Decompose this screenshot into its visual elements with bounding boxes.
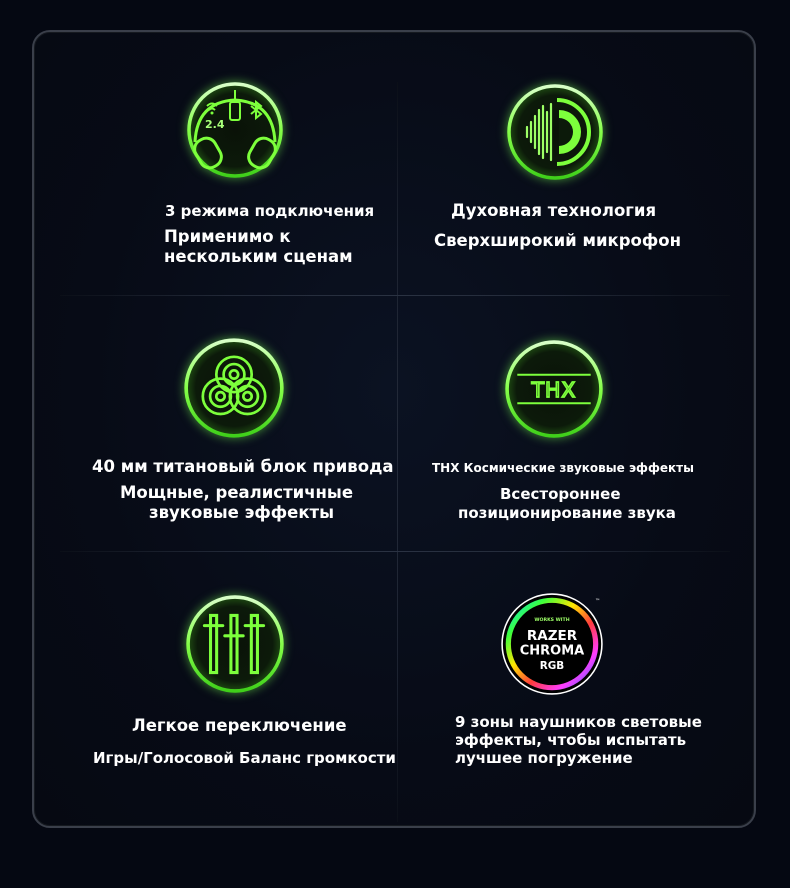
- razer-chroma-logo-icon: [500, 592, 604, 696]
- feature-description: нескольким сценам: [164, 247, 353, 266]
- horizontal-divider-1: [60, 295, 730, 296]
- svg-text:2.4: 2.4: [205, 118, 225, 131]
- svg-text:THX: THX: [531, 378, 577, 403]
- feature-description: позиционирование звука: [458, 504, 676, 522]
- feature-description: звуковые эффекты: [149, 503, 335, 522]
- horizontal-divider-2: [60, 551, 730, 552]
- feature-title: THX Космические звуковые эффекты: [432, 461, 694, 475]
- feature-description: Игры/Голосовой Баланс громкости: [93, 749, 396, 767]
- svg-text:CHROMA: CHROMA: [519, 643, 585, 659]
- headset-connection-icon: [185, 80, 285, 180]
- microphone-sound-wave-icon: [505, 82, 605, 182]
- feature-description: эффекты, чтобы испытать: [455, 731, 687, 749]
- driver-circles-icon: [182, 336, 286, 440]
- feature-title: 9 зоны наушников световые: [455, 713, 702, 731]
- feature-description: Всестороннее: [500, 485, 621, 503]
- feature-title: Духовная технология: [451, 201, 657, 220]
- feature-title: Легкое переключение: [132, 716, 347, 735]
- equalizer-sliders-icon: [184, 593, 286, 695]
- svg-text:WORKS WITH: WORKS WITH: [534, 618, 570, 624]
- feature-description: Сверхширокий микрофон: [434, 231, 681, 250]
- feature-description: лучшее погружение: [455, 749, 633, 767]
- svg-text:RAZER: RAZER: [526, 627, 578, 644]
- vertical-divider: [397, 82, 398, 822]
- feature-description: Применимо к: [164, 227, 291, 246]
- svg-text:RGB: RGB: [539, 659, 565, 672]
- feature-title: 40 мм титановый блок привода: [92, 457, 394, 476]
- feature-title: 3 режима подключения: [165, 202, 375, 220]
- svg-text:™: ™: [595, 598, 601, 605]
- features-panel: [32, 30, 756, 828]
- feature-description: Мощные, реалистичные: [120, 483, 354, 502]
- thx-logo-icon: [503, 338, 605, 440]
